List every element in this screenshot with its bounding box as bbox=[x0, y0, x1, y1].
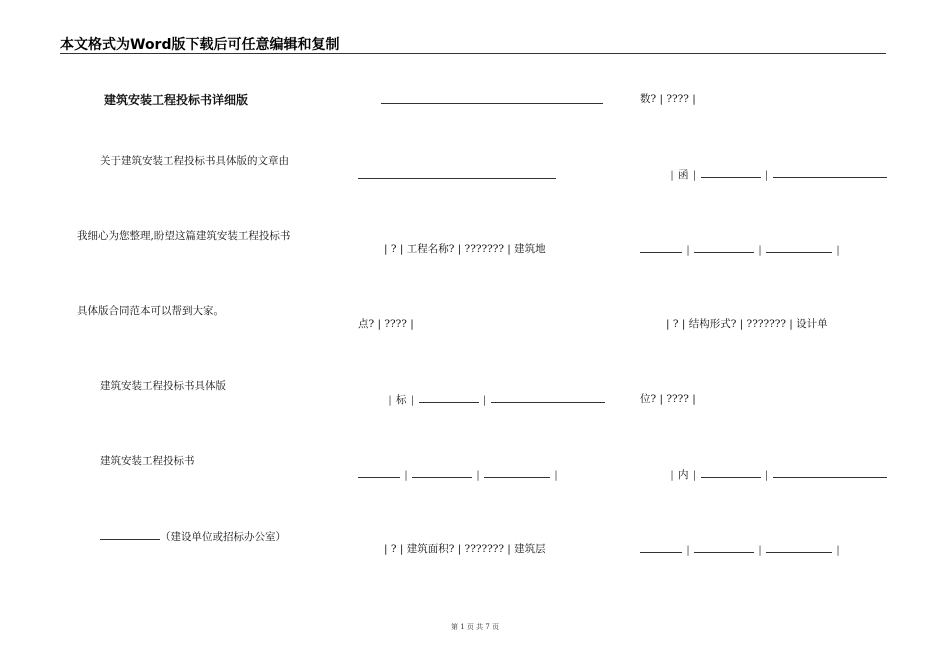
blank-cell[interactable] bbox=[694, 542, 754, 553]
separator: | bbox=[410, 394, 415, 406]
separator: | bbox=[670, 469, 674, 481]
intro-line-2: 我细心为您整理,盼望这篇建筑安装工程投标书 bbox=[77, 230, 291, 242]
document-header: 本文格式为Word版下载后可任意编辑和复制 bbox=[60, 37, 340, 53]
blank-cell[interactable] bbox=[766, 542, 832, 553]
header-rule bbox=[60, 53, 886, 54]
content-label: 内 bbox=[678, 469, 689, 481]
recipient-line bbox=[100, 529, 286, 544]
separator: | bbox=[404, 469, 408, 481]
separator: | bbox=[692, 169, 697, 181]
content-row bbox=[666, 467, 887, 482]
separator: | bbox=[836, 244, 840, 256]
content-blank-2[interactable] bbox=[773, 467, 887, 478]
blank-cell[interactable] bbox=[766, 242, 832, 253]
letter-blank-2[interactable] bbox=[773, 167, 887, 178]
mark-row bbox=[384, 392, 605, 407]
content-blank-1[interactable] bbox=[701, 467, 761, 478]
separator: | bbox=[758, 244, 762, 256]
design-unit-row: 位? | ???? | bbox=[640, 393, 696, 405]
blank-row-right-1 bbox=[640, 242, 844, 257]
separator: | bbox=[692, 469, 697, 481]
separator: | bbox=[476, 469, 480, 481]
separator: | bbox=[764, 169, 769, 181]
document-title: 建筑安装工程投标书详细版 bbox=[104, 93, 249, 107]
intro-line-1: 关于建筑安装工程投标书具体版的文章由 bbox=[100, 155, 289, 167]
blank-cell[interactable] bbox=[694, 242, 754, 253]
floor-count-row: 数? | ???? | bbox=[640, 93, 696, 105]
blank-row-right-2 bbox=[640, 542, 844, 557]
mark-blank-2[interactable] bbox=[491, 392, 605, 403]
separator: | bbox=[482, 394, 487, 406]
separator: | bbox=[758, 544, 762, 556]
blank-cell[interactable] bbox=[358, 467, 400, 478]
mark-label: 标 bbox=[396, 394, 407, 406]
structure-row: | ? | 结构形式? | ??????? | 设计单 bbox=[666, 318, 828, 330]
mark-blank-1[interactable] bbox=[419, 392, 479, 403]
blank-row-middle-1 bbox=[358, 467, 562, 482]
blank-cell[interactable] bbox=[640, 542, 682, 553]
location-row: 点? | ???? | bbox=[358, 318, 414, 330]
letter-row bbox=[666, 167, 887, 182]
section-heading-1: 建筑安装工程投标书具体版 bbox=[100, 380, 226, 392]
separator: | bbox=[686, 544, 690, 556]
blank-cell[interactable] bbox=[484, 467, 550, 478]
recipient-label: （建设单位或招标办公室） bbox=[160, 531, 286, 543]
section-heading-2: 建筑安装工程投标书 bbox=[100, 455, 195, 467]
separator: | bbox=[388, 394, 392, 406]
letter-label: 函 bbox=[678, 169, 689, 181]
blank-cell[interactable] bbox=[412, 467, 472, 478]
blank-cell[interactable] bbox=[640, 242, 682, 253]
form-line bbox=[358, 178, 556, 179]
separator: | bbox=[670, 169, 674, 181]
project-name-row: | ? | 工程名称? | ??????? | 建筑地 bbox=[384, 243, 546, 255]
building-area-row: | ? | 建筑面积? | ??????? | 建筑层 bbox=[384, 543, 546, 555]
letter-blank-1[interactable] bbox=[701, 167, 761, 178]
intro-line-3: 具体版合同范本可以帮到大家。 bbox=[77, 305, 224, 317]
page-number: 第 1 页 共 7 页 bbox=[450, 623, 500, 631]
separator: | bbox=[686, 244, 690, 256]
title-underline bbox=[381, 103, 603, 104]
recipient-blank[interactable] bbox=[100, 529, 160, 540]
separator: | bbox=[764, 469, 769, 481]
separator: | bbox=[836, 544, 840, 556]
separator: | bbox=[554, 469, 558, 481]
